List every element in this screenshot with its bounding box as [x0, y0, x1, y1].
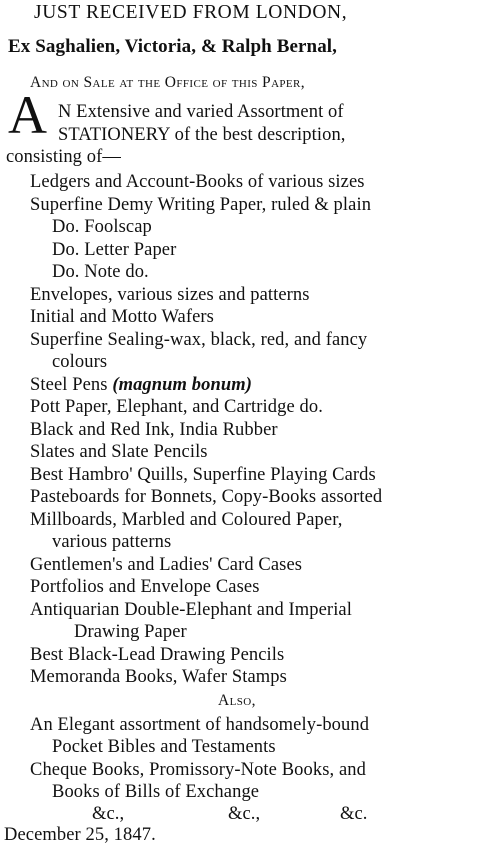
etc-row [92, 803, 368, 825]
etc-3: &c. [340, 804, 368, 824]
also-item: Books of Bills of Exchange [52, 782, 260, 802]
list-item: colours [52, 352, 108, 372]
list-item: Millboards, Marbled and Coloured Paper, [30, 510, 343, 530]
list-item: Superfine Demy Writing Paper, ruled & plain [30, 195, 372, 215]
list-item: Best Hambro' Quills, Superfine Playing Cards [30, 465, 376, 485]
also-item: Pocket Bibles and Testaments [52, 737, 276, 757]
list-item: Ledgers and Account-Books of various sizes [30, 172, 365, 192]
intro-line-2: STATIONERY of the best description, [58, 125, 346, 145]
list-item: Envelopes, various sizes and patterns [30, 285, 310, 305]
date-line: December 25, 1847. [4, 825, 156, 845]
list-item: Superfine Sealing-wax, black, red, and fancy [30, 330, 368, 350]
list-item: Portfolios and Envelope Cases [30, 577, 260, 597]
list-item: Memoranda Books, Wafer Stamps [30, 667, 287, 687]
also-item: An Elegant assortment of handsomely-bound [30, 715, 370, 735]
list-item: Black and Red Ink, India Rubber [30, 420, 278, 440]
list-item: Drawing Paper [74, 622, 187, 642]
list-item: Pasteboards for Bonnets, Copy-Books assorted [30, 487, 383, 507]
list-item-text: Steel Pens [30, 375, 108, 395]
list-item: Do. Foolscap [52, 217, 152, 237]
list-item: Slates and Slate Pencils [30, 442, 208, 462]
list-item: Gentlemen's and Ladies' Card Cases [30, 555, 303, 575]
etc-1: &c., [92, 804, 125, 824]
list-item: Pott Paper, Elephant, and Cartridge do. [30, 397, 323, 417]
drop-cap: A [8, 85, 47, 145]
etc-2: &c., [228, 804, 261, 824]
ship-names: Ex Saghalien, Victoria, & Ralph Bernal, [8, 36, 338, 57]
intro-line-1: N Extensive and varied Assortment of [58, 102, 344, 122]
list-item [30, 374, 252, 396]
list-item: Best Black-Lead Drawing Pencils [30, 645, 285, 665]
list-item: Antiquarian Double-Elephant and Imperial [30, 600, 352, 620]
intro-line-3: consisting of— [6, 147, 121, 167]
also-item: Cheque Books, Promissory-Note Books, and [30, 760, 366, 780]
also-heading: Also, [218, 692, 256, 709]
list-item: Do. Note do. [52, 262, 149, 282]
headline: JUST RECEIVED FROM LONDON, [34, 2, 348, 23]
list-item: Do. Letter Paper [52, 240, 177, 260]
list-item: various patterns [52, 532, 172, 552]
list-item: Initial and Motto Wafers [30, 307, 214, 327]
sale-notice: And on Sale at the Office of this Paper, [30, 74, 306, 91]
list-item-note: (magnum bonum) [112, 375, 252, 395]
